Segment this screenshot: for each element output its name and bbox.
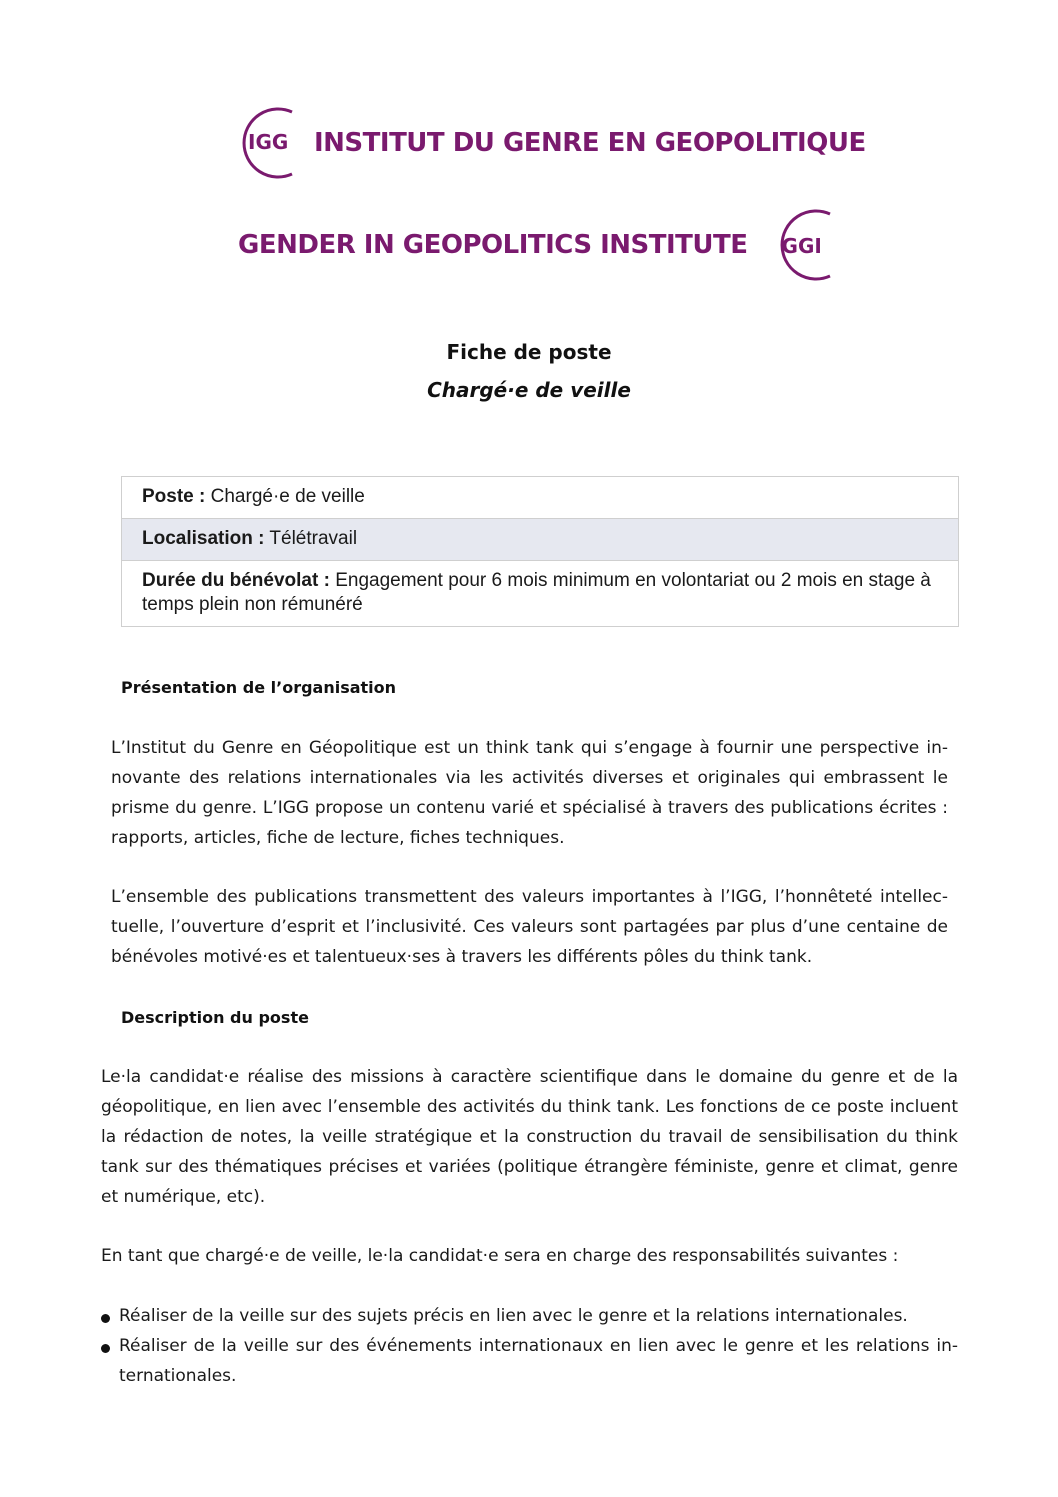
info-table: [121, 476, 959, 627]
ggi-badge-text: GGI: [781, 234, 822, 258]
paragraph: En tant que chargé·e de veille, le·la candidat·e sera en charge des responsabilités suivantes :: [101, 1246, 899, 1266]
bullet-icon: [101, 1344, 110, 1353]
page-title: Fiche de poste: [446, 340, 612, 364]
info-row-poste: [122, 477, 958, 519]
info-value: Engagement pour 6 mois minimum en volontariat ou 2 mois en stage à temps plein non rémunéré: [142, 570, 931, 615]
igg-badge: [230, 106, 300, 180]
ggi-badge: [768, 208, 838, 282]
section-heading-description: Description du poste: [121, 1008, 309, 1027]
info-label: Poste :: [142, 486, 206, 507]
info-value: Chargé·e de veille: [205, 486, 365, 507]
logo-igg: [230, 106, 866, 180]
info-value: Télétravail: [264, 528, 358, 549]
responsibilities-list: [101, 1301, 958, 1391]
ggi-brand-name: GENDER IN GEOPOLITICS INSTITUTE: [238, 230, 748, 260]
list-item: [101, 1301, 958, 1331]
paragraph: L’ensemble des publications transmettent des valeurs importantes à l’IGG, l’honnêteté intellec-tuelle, l’ouverture d’esprit et l’inclusivité. Ces valeurs sont partagées par plus d’une centaine de bénévoles motivé·es et talentueux·ses à travers les différents pôles du think tank.: [111, 887, 948, 967]
igg-brand-name: INSTITUT DU GENRE EN GEOPOLITIQUE: [314, 128, 866, 158]
logo-ggi: [238, 208, 838, 282]
list-item-text: Réaliser de la veille sur des sujets précis en lien avec le genre et la relations internationales.: [119, 1306, 908, 1326]
info-label: Localisation :: [142, 528, 265, 549]
list-item: [101, 1331, 958, 1391]
list-item-text: Réaliser de la veille sur des événements internationaux en lien avec le genre et les relations in-ternationales.: [119, 1336, 958, 1386]
info-label: Durée du bénévolat :: [142, 570, 330, 591]
paragraph: Le·la candidat·e réalise des missions à caractère scientifique dans le domaine du genre et de la géopolitique, en lien avec l’ensemble des activités du think tank. Les fonctions de ce poste incluent la rédaction de notes, la veille stratégique et la construction du travail de sensibilisation du think tank sur des thématiques précises et variées (politique étrangère féministe, genre et climat, genre et numérique, etc).: [101, 1067, 958, 1207]
info-row-localisation: [122, 519, 958, 561]
info-row-duree: [122, 561, 958, 626]
paragraph: L’Institut du Genre en Géopolitique est un think tank qui s’engage à fournir une perspective in-novante des relations internationales via les activités diverses et originales qui embrassent le prisme du genre. L’IGG propose un contenu varié et spécialisé à travers des publications écrites : rapports, articles, fiche de lecture, fiches techniques.: [111, 738, 948, 848]
section-heading-organisation: Présentation de l’organisation: [121, 678, 397, 697]
bullet-icon: [101, 1314, 110, 1323]
page-subtitle: Chargé·e de veille: [427, 378, 631, 402]
igg-badge-text: IGG: [248, 130, 289, 154]
